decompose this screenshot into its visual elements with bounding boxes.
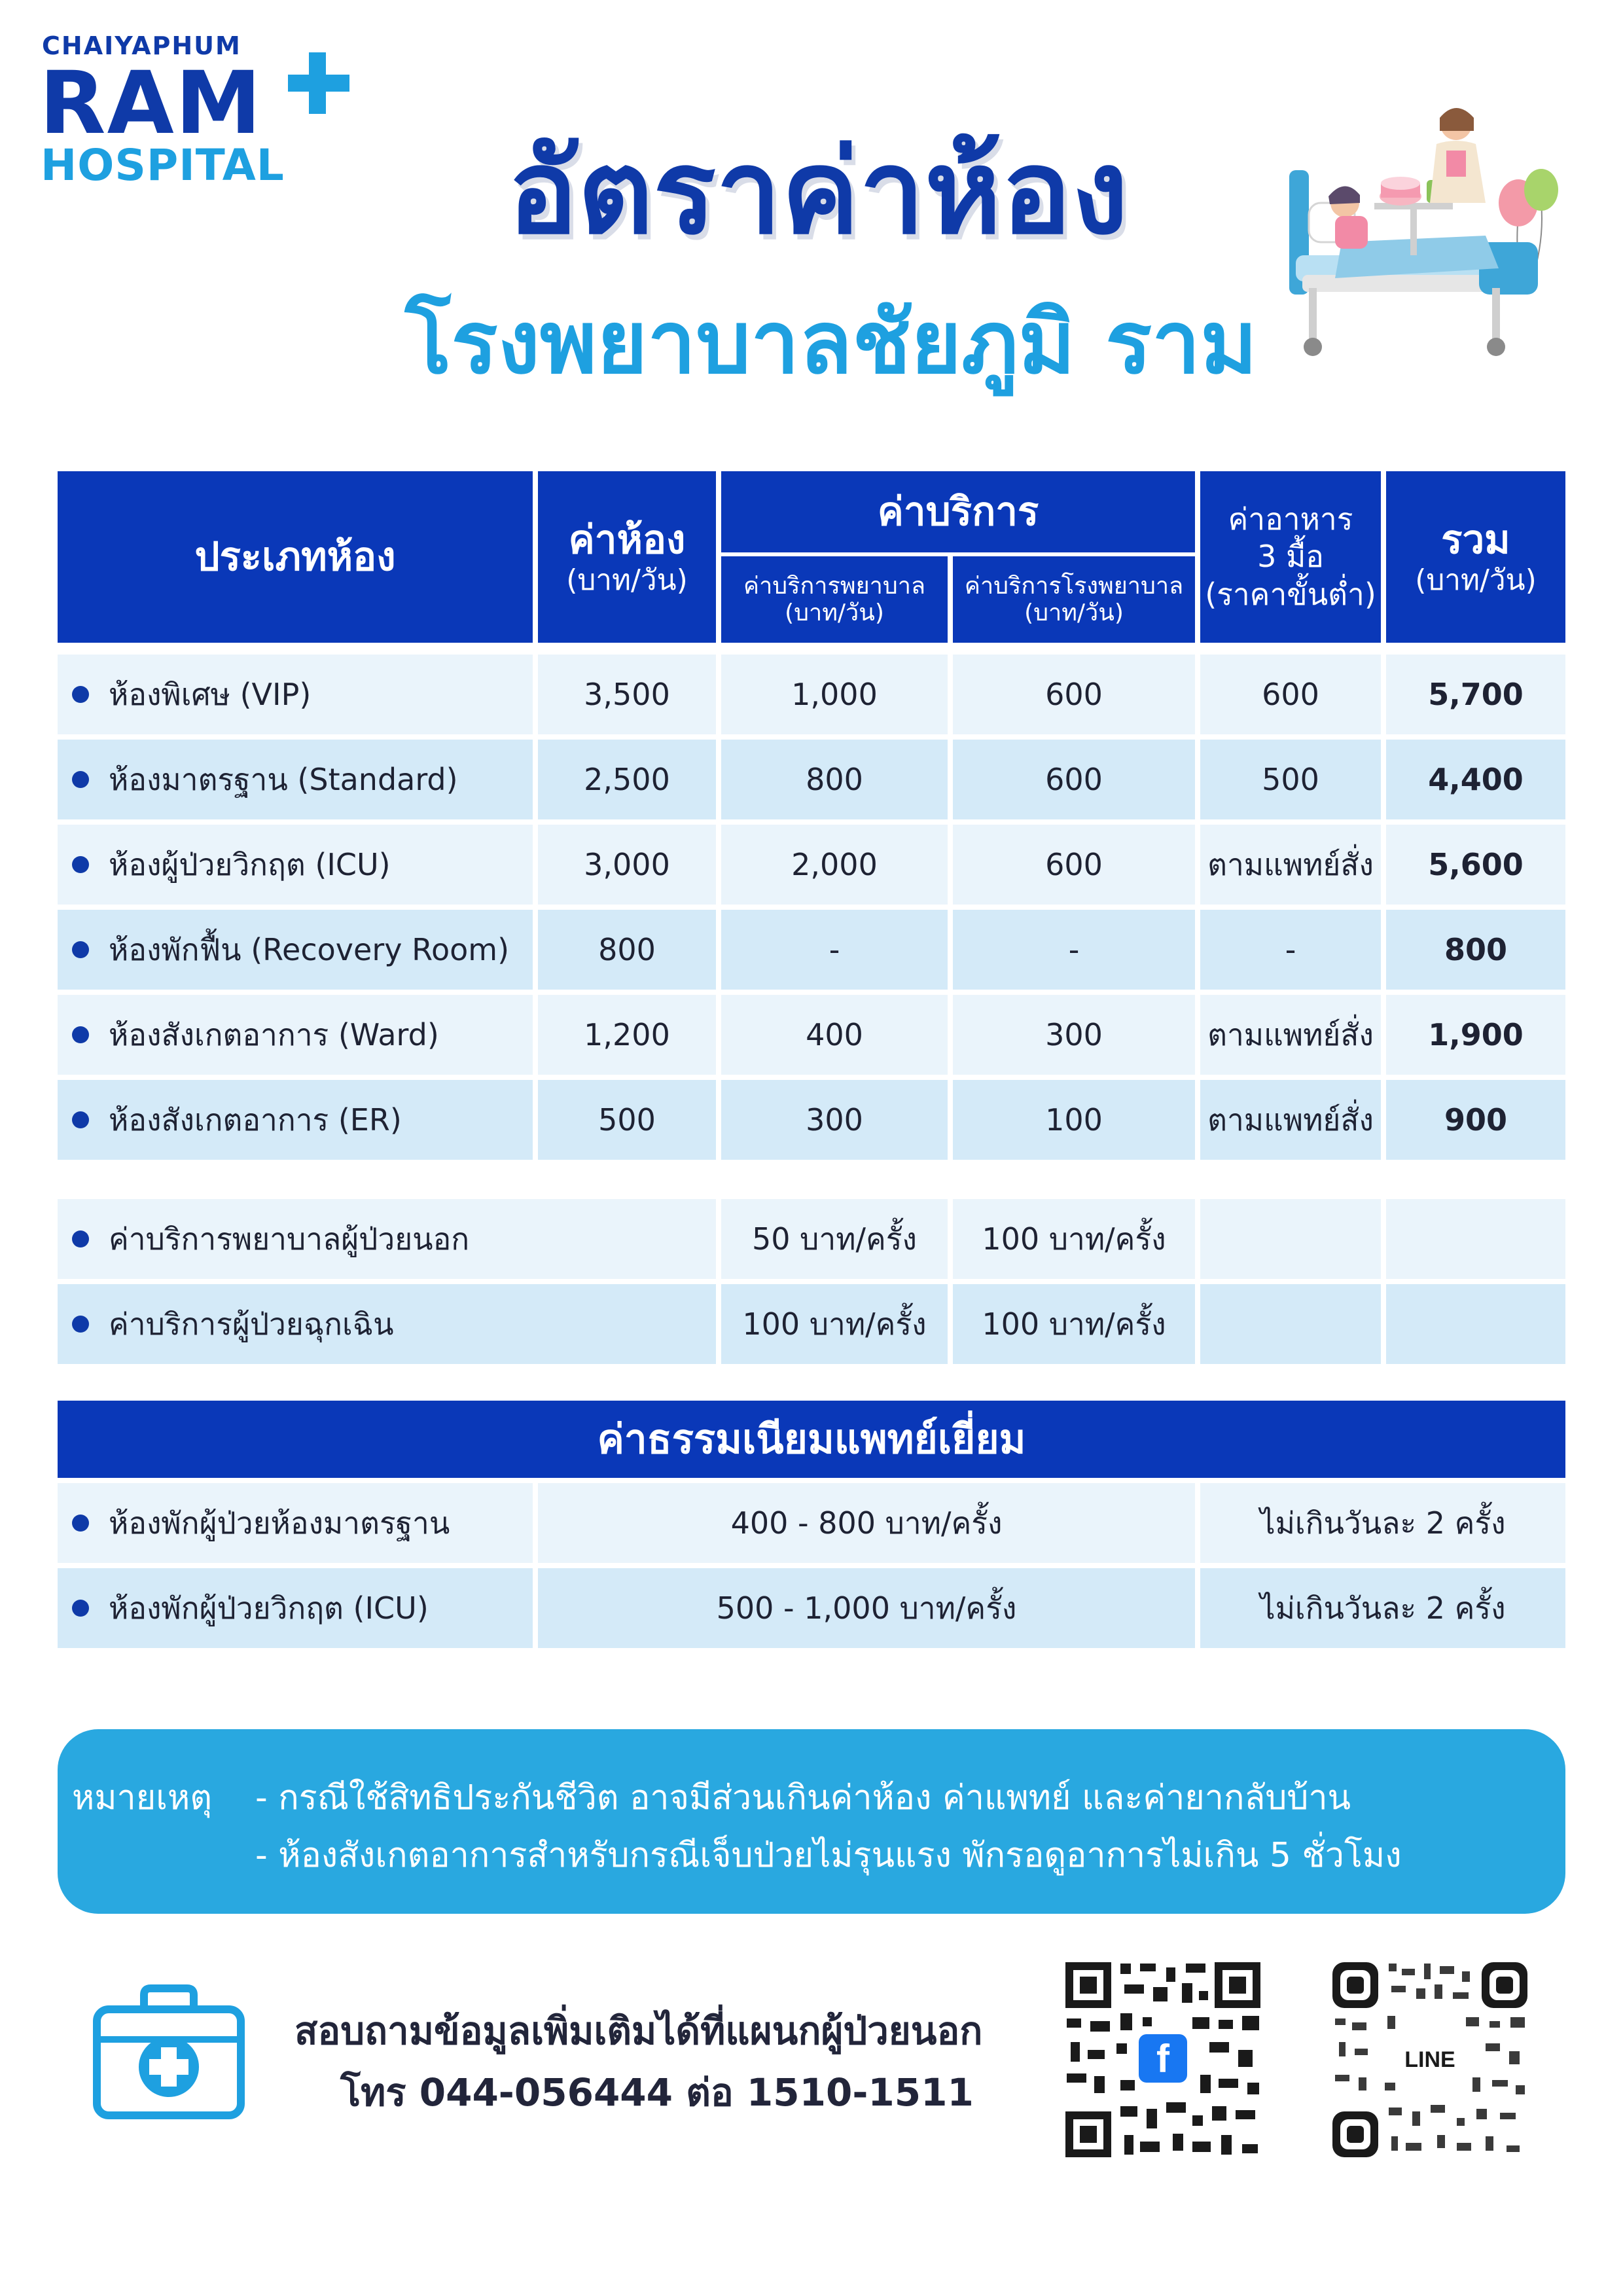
header-hospital-unit: (บาท/วัน) — [1024, 600, 1124, 626]
row-nursing: 2,000 — [721, 825, 948, 905]
header-room-type-label: ประเภทห้อง — [194, 534, 396, 580]
header-room-price — [538, 471, 716, 643]
header-food — [1200, 471, 1381, 643]
logo-top-text: CHAIYAPHUM — [42, 31, 241, 60]
row-total: 5,600 — [1386, 825, 1565, 905]
row-name-cell — [58, 825, 533, 905]
row-room-price: 3,500 — [538, 655, 716, 734]
row-total-empty — [1386, 1284, 1565, 1364]
fee-name: ห้องพักผู้ป่วยวิกฤต (ICU) — [109, 1590, 429, 1626]
row-nursing: 800 — [721, 740, 948, 819]
contact-line-1: สอบถามข้อมูลเพิ่มเติมได้ที่แผนกผู้ป่วยนอก — [294, 2009, 983, 2053]
row-nursing: 300 — [721, 1080, 948, 1160]
bullet-dot — [72, 1230, 89, 1247]
row-name: ห้องมาตรฐาน (Standard) — [109, 761, 458, 797]
row-total: 5,700 — [1386, 655, 1565, 734]
logo-main-text: RAM — [39, 53, 263, 154]
row-name: ห้องผู้ป่วยวิกฤต (ICU) — [109, 846, 391, 882]
row-food-empty — [1200, 1199, 1381, 1279]
header-food-line2: 3 มื้อ — [1257, 539, 1324, 575]
row-name: ห้องสังเกตอาการ (ER) — [109, 1102, 402, 1138]
row-nursing: - — [721, 910, 948, 990]
row-hospital: - — [953, 910, 1195, 990]
row-food: ตามแพทย์สั่ง — [1200, 1080, 1381, 1160]
row-name-cell — [58, 1199, 716, 1279]
row-food-empty — [1200, 1284, 1381, 1364]
row-name-cell — [58, 995, 533, 1075]
row-food: 500 — [1200, 740, 1381, 819]
fee-limit: ไม่เกินวันละ 2 ครั้ง — [1200, 1568, 1565, 1648]
room-rate-table — [58, 471, 1565, 1371]
header-hospital-label: ค่าบริการโรงพยาบาล — [964, 572, 1184, 600]
row-hospital: 600 — [953, 655, 1195, 734]
row-room-price: 800 — [538, 910, 716, 990]
bullet-dot — [72, 941, 89, 958]
row-hospital: 600 — [953, 825, 1195, 905]
first-aid-kit-icon — [92, 1983, 246, 2121]
row-total: 800 — [1386, 910, 1565, 990]
bullet-dot — [72, 686, 89, 703]
row-room-price: 3,000 — [538, 825, 716, 905]
page-subtitle: โรงพยาบาลชัยภูมิ ราม — [404, 293, 1258, 393]
contact-phone: โทร 044-056444 ต่อ 1510-1511 — [340, 2070, 974, 2115]
hospital-logo — [39, 31, 340, 195]
bullet-dot — [72, 1515, 89, 1532]
row-name-cell — [58, 655, 533, 734]
header-hospital — [953, 556, 1195, 643]
page-title: อัตราค่าห้อง — [507, 124, 1129, 260]
header-room-price-label: ค่าห้อง — [568, 516, 686, 563]
note-box — [58, 1729, 1565, 1914]
bullet-dot — [72, 856, 89, 873]
row-hospital: 100 บาท/ครั้ง — [953, 1284, 1195, 1364]
header-room-type — [58, 471, 533, 643]
row-room-price: 500 — [538, 1080, 716, 1160]
line-qr-code[interactable] — [1329, 1958, 1531, 2161]
facebook-qr-code[interactable] — [1061, 1958, 1264, 2161]
header-total-label: รวม — [1441, 516, 1510, 563]
header-service-label: ค่าบริการ — [877, 489, 1039, 535]
note-line-2: - ห้องสังเกตอาการสำหรับกรณีเจ็บป่วยไม่รุนแรง พักรอดูอาการไม่เกิน 5 ชั่วโมง — [255, 1836, 1402, 1875]
row-name: ค่าบริการพยาบาลผู้ป่วยนอก — [109, 1221, 470, 1257]
row-hospital: 100 — [953, 1080, 1195, 1160]
line-badge-text: LINE — [1404, 2047, 1455, 2072]
row-food: ตามแพทย์สั่ง — [1200, 825, 1381, 905]
row-room-price: 1,200 — [538, 995, 716, 1075]
row-hospital: 600 — [953, 740, 1195, 819]
row-nursing: 1,000 — [721, 655, 948, 734]
row-name-cell — [58, 740, 533, 819]
row-total: 4,400 — [1386, 740, 1565, 819]
fee-limit: ไม่เกินวันละ 2 ครั้ง — [1200, 1483, 1565, 1563]
row-food: - — [1200, 910, 1381, 990]
header-service — [721, 471, 1195, 552]
bullet-dot — [72, 1600, 89, 1617]
facebook-badge-text: f — [1156, 2037, 1169, 2081]
row-nursing: 50 บาท/ครั้ง — [721, 1199, 948, 1279]
row-room-price: 2,500 — [538, 740, 716, 819]
row-total: 1,900 — [1386, 995, 1565, 1075]
bullet-dot — [72, 1026, 89, 1043]
header-nursing-label: ค่าบริการพยาบาล — [743, 572, 925, 600]
row-total: 900 — [1386, 1080, 1565, 1160]
row-name-cell — [58, 910, 533, 990]
row-name: ห้องสังเกตอาการ (Ward) — [109, 1016, 439, 1052]
note-label: หมายเหตุ — [72, 1778, 213, 1818]
bullet-dot — [72, 771, 89, 788]
row-name: ห้องพิเศษ (VIP) — [109, 676, 312, 712]
row-nursing: 400 — [721, 995, 948, 1075]
row-food: 600 — [1200, 655, 1381, 734]
fees-table — [58, 1483, 1565, 1660]
header-room-price-unit: (บาท/วัน) — [566, 563, 688, 597]
row-name-cell — [58, 1284, 716, 1364]
header-food-line1: ค่าอาหาร — [1228, 501, 1353, 537]
fee-price: 400 - 800 บาท/ครั้ง — [538, 1483, 1195, 1563]
fee-name-cell — [58, 1483, 533, 1563]
hospital-bed-illustration — [1283, 92, 1564, 367]
row-total-empty — [1386, 1199, 1565, 1279]
row-hospital: 100 บาท/ครั้ง — [953, 1199, 1195, 1279]
fee-name: ห้องพักผู้ป่วยห้องมาตรฐาน — [109, 1505, 450, 1541]
fees-section-title: ค่าธรรมเนียมแพทย์เยี่ยม — [58, 1401, 1565, 1478]
fee-name-cell — [58, 1568, 533, 1648]
row-name: ห้องพักฟื้น (Recovery Room) — [109, 931, 510, 967]
header-food-line3: (ราคาขั้นต่ำ) — [1205, 576, 1376, 612]
header-nursing — [721, 556, 948, 643]
row-hospital: 300 — [953, 995, 1195, 1075]
row-nursing: 100 บาท/ครั้ง — [721, 1284, 948, 1364]
header-total-unit: (บาท/วัน) — [1415, 563, 1537, 597]
row-name: ค่าบริการผู้ป่วยฉุกเฉิน — [109, 1306, 394, 1342]
row-name-cell — [58, 1080, 533, 1160]
header-nursing-unit: (บาท/วัน) — [785, 600, 884, 626]
note-line-1: - กรณีใช้สิทธิประกันชีวิต อาจมีส่วนเกินค่าห้อง ค่าแพทย์ และค่ายากลับบ้าน — [255, 1778, 1351, 1818]
bullet-dot — [72, 1111, 89, 1128]
bullet-dot — [72, 1316, 89, 1333]
fee-price: 500 - 1,000 บาท/ครั้ง — [538, 1568, 1195, 1648]
header-total — [1386, 471, 1565, 643]
logo-plus-icon — [283, 47, 355, 119]
row-food: ตามแพทย์สั่ง — [1200, 995, 1381, 1075]
logo-bottom-text: HOSPITAL — [41, 140, 285, 190]
